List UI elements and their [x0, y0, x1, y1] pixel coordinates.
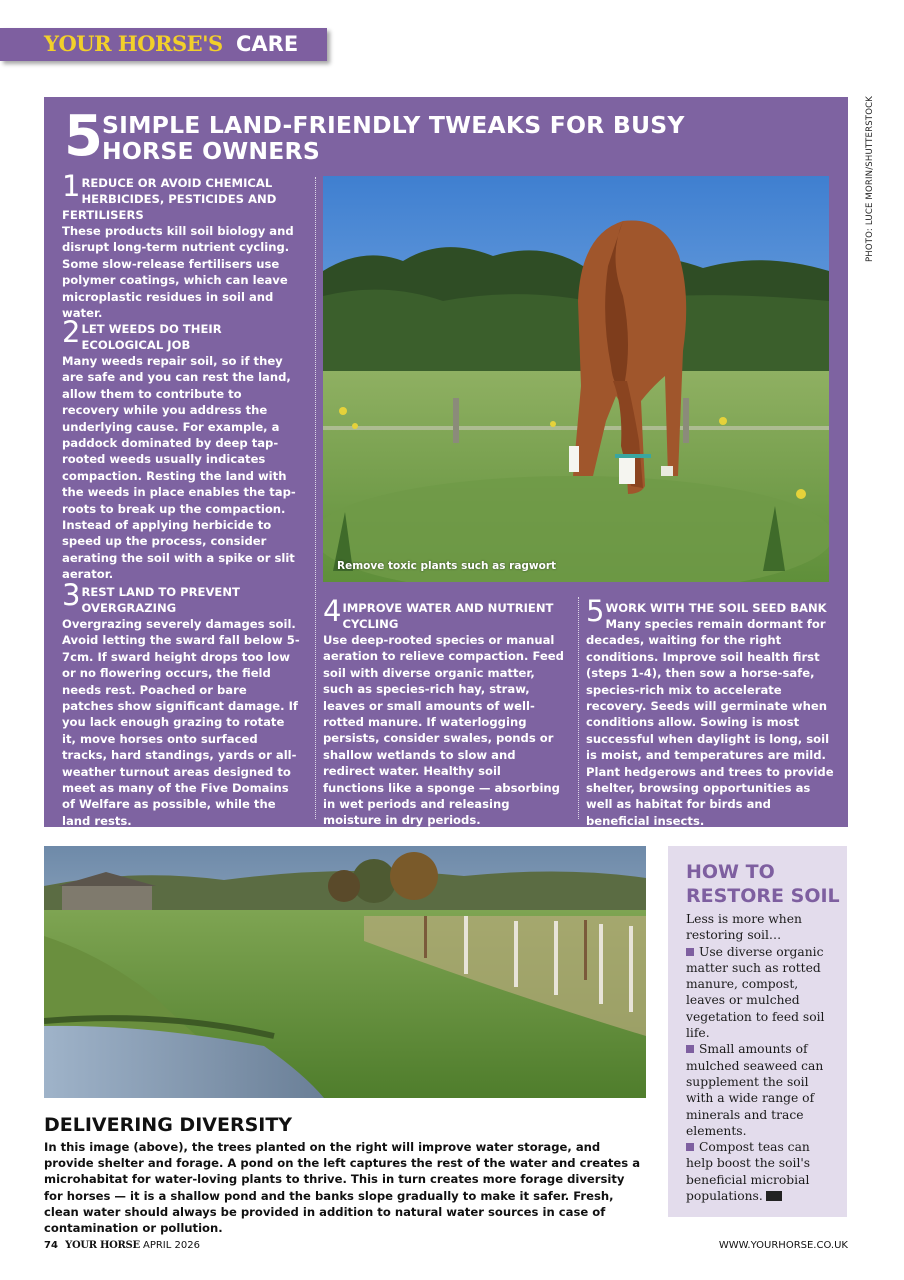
tip-3-number: 3: [62, 578, 81, 612]
bullet-square-icon: [686, 948, 694, 956]
tip-4-title: IMPROVE WATER AND NUTRIENT CYCLING: [342, 601, 554, 631]
tip-3: [62, 578, 300, 829]
field-pond-photo: [44, 846, 646, 1098]
tip-4-heading: [323, 594, 565, 632]
tip-1-title: REDUCE OR AVOID CHEMICAL HERBICIDES, PESTICIDES AND FERTILISERS: [62, 176, 277, 222]
sidebar-title: HOW TO RESTORE SOIL: [686, 861, 840, 907]
tip-1-body: These products kill soil biology and disrupt long-term nutrient cycling. Some slow-release fertilisers use polymer coatings, which can leave microplastic residues in soil and water.: [62, 224, 294, 321]
horse-grazing-photo: [323, 176, 829, 582]
section-tag: [0, 28, 327, 61]
tip-4-number: 4: [323, 594, 342, 628]
tip-2: [62, 315, 298, 583]
tip-1: [62, 169, 306, 321]
sidebar-item: [686, 1041, 836, 1139]
sidebar-intro: Less is more when restoring soil…: [686, 912, 802, 943]
headline-number: 5: [64, 104, 103, 169]
bullet-square-icon: [686, 1045, 694, 1053]
tip-5: [586, 594, 836, 829]
tip-5-number: 5: [586, 594, 605, 628]
end-mark-icon: [766, 1191, 782, 1201]
page-folio: [44, 1240, 200, 1251]
sidebar-item-text: Small amounts of mulched seaweed can supplement the soil with a wide range of minerals and trace elements.: [686, 1042, 824, 1138]
sidebar-item: [686, 944, 836, 1042]
sidebar-item-text: Use diverse organic matter such as rotted manure, compost, leaves or mulched vegetation to feed soil life.: [686, 944, 825, 1041]
website-url[interactable]: WWW.YOURHORSE.CO.UK: [718, 1240, 848, 1251]
tip-2-body: Many weeds repair soil, so if they are safe and you can rest the land, allow them to contribute to recovery while you address the underlying cause. For example, a paddock dominated by deep tap-rooted weeds usually indicates compaction. Resting the land with the weeds in place enables the tap-roots to break up the compaction. Instead of applying herbicide to speed up the process, consider aerating the soil with a spike or slit aerator.: [62, 354, 296, 582]
tip-3-body: Overgrazing severely damages soil. Avoid letting the sward fall below 5-7cm. If sward height drops too low or no flowering occurs, the field needs rest. Poached or bare patches show significant damage. If you lack enough grazing to rotate it, move horses onto surfaced tracks, hard standings, yards or all-weather turnout areas designed to meet as many of the Five Domains of Welfare as possible, while the land rests.: [62, 617, 300, 828]
tip-4-body: Use deep-rooted species or manual aeration to relieve compaction. Feed soil with diverse organic matter, such as species-rich hay, straw, leaves or small amounts of well-rotted manure. If waterlogging persists, consider swales, ponds or shallow wetlands to slow and redirect water. Healthy soil functions like a sponge — absorbing in wet periods and releasing moisture in dry periods.: [323, 633, 564, 828]
tip-5-heading: [586, 594, 836, 628]
bullet-square-icon: [686, 1143, 694, 1151]
column-divider: [315, 177, 316, 819]
tip-3-title: REST LAND TO PREVENT OVERGRAZING: [81, 585, 240, 615]
section-label-secondary: CARE: [236, 32, 299, 56]
photo-credit: [862, 96, 876, 274]
magazine-brand: YOUR HORSE: [65, 1240, 140, 1251]
photo-credit-text: PHOTO: LUCE MORIN/SHUTTERSTOCK: [865, 96, 875, 263]
tip-5-body: Many species remain dormant for decades, waiting for the right conditions. Improve soil health first (steps 1-4), then sow a horse-safe, species-rich mix to accelerate recovery. Seeds will germinate when conditions allow. Sowing is most successful when daylight is long, soil is moist, and temperatures are mild. Plant hedgerows and trees to provide shelter, browsing opportunities as well as habitat for birds and beneficial insects.: [586, 617, 834, 828]
tip-5-title: WORK WITH THE SOIL SEED BANK: [605, 601, 827, 615]
tip-2-heading: [62, 315, 298, 353]
headline: SIMPLE LAND-FRIENDLY TWEAKS FOR BUSY HORSE OWNERS: [102, 111, 685, 165]
sidebar-item: [686, 1139, 836, 1204]
tip-4: [323, 594, 565, 829]
horse-grazing-illustration: [323, 176, 829, 582]
tip-2-title: LET WEEDS DO THEIR ECOLOGICAL JOB: [81, 322, 222, 352]
column-divider: [578, 597, 579, 819]
tip-2-number: 2: [62, 315, 81, 349]
page-number: 74: [44, 1240, 58, 1251]
tip-1-heading: [62, 169, 306, 223]
issue-date: APRIL 2026: [142, 1240, 200, 1251]
section-label-primary: YOUR HORSE'S: [44, 31, 223, 56]
diversity-body: In this image (above), the trees planted on the right will improve water storage, and provide shelter and forage. A pond on the left captures the rest of the water and creates a microhabitat for water-loving plants to thrive. This in turn creates more forage diversity for horses — it is a shallow pond and the banks slope gradually to make it safer. Fresh, clean water should always be provided in addition to natural water sources in case of contamination or pollution.: [44, 1140, 641, 1236]
sidebar-item-text: Compost teas can help boost the soil's beneficial microbial populations.: [686, 1140, 811, 1204]
photo-caption: Remove toxic plants such as ragwort: [337, 560, 557, 572]
tip-3-heading: [62, 578, 300, 616]
restore-soil-sidebar: [668, 846, 847, 1217]
sidebar-body: [686, 911, 836, 1204]
tip-1-number: 1: [62, 169, 81, 203]
diversity-title: DELIVERING DIVERSITY: [44, 1114, 293, 1136]
field-pond-illustration: [44, 846, 646, 1098]
